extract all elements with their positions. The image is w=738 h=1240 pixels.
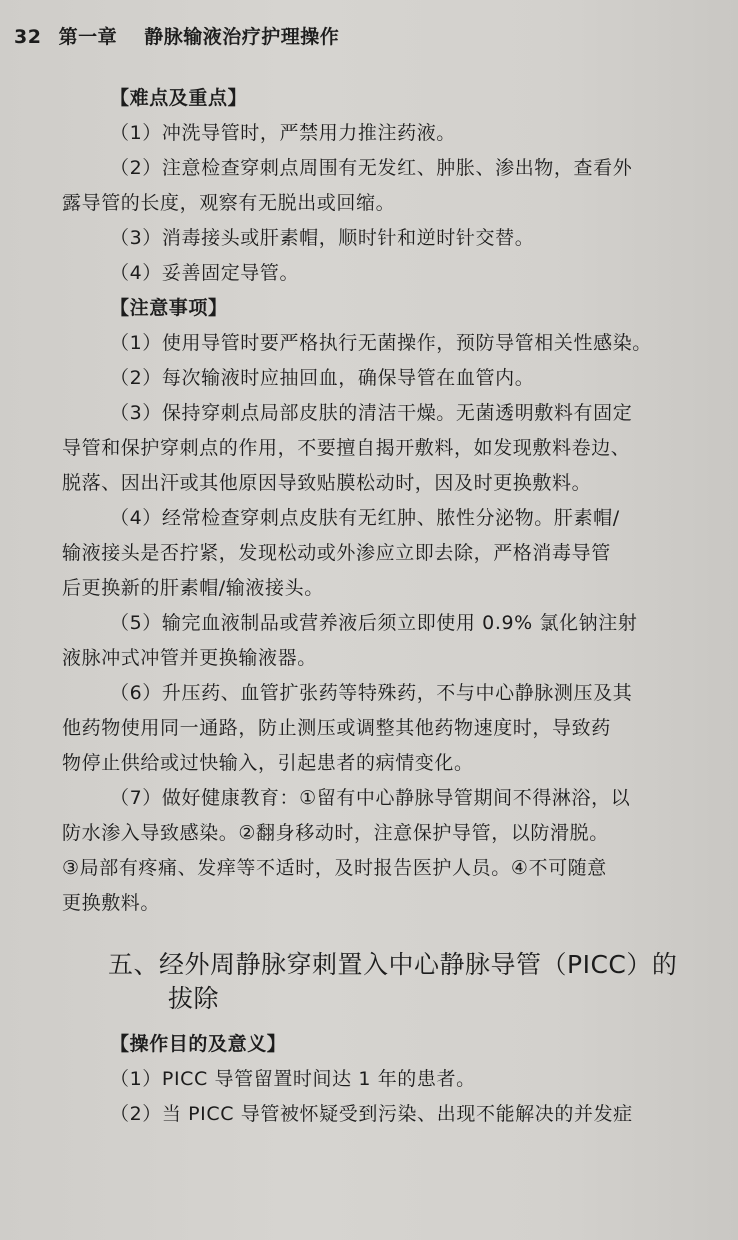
notes-heading: 【注意事项】 (110, 297, 228, 319)
paragraph-line: 防水渗入导致感染。②翻身移动时，注意保护导管，以防滑脱。 (62, 822, 609, 844)
paragraph-line: （3）消毒接头或肝素帽，顺时针和逆时针交替。 (110, 227, 535, 249)
difficulty-heading: 【难点及重点】 (110, 87, 248, 109)
paragraph-line: （3）保持穿刺点局部皮肤的清洁干燥。无菌透明敷料有固定 (110, 402, 633, 424)
paragraph-line: ③局部有疼痛、发痒等不适时，及时报告医护人员。④不可随意 (62, 857, 607, 879)
paragraph-line: （1）PICC 导管留置时间达 1 年的患者。 (110, 1068, 476, 1090)
page-number: 32 (14, 26, 42, 48)
paragraph-line: （4）经常检查穿刺点皮肤有无红肿、脓性分泌物。肝素帽/ (110, 507, 620, 529)
paragraph-line: （1）使用导管时要严格执行无菌操作，预防导管相关性感染。 (110, 332, 652, 354)
paragraph-line: 露导管的长度，观察有无脱出或回缩。 (62, 192, 396, 214)
paragraph-line: 后更换新的肝素帽/输液接头。 (62, 577, 324, 599)
paragraph-line: （6）升压药、血管扩张药等特殊药，不与中心静脉测压及其 (110, 682, 633, 704)
section-title-line: 拔除 (168, 984, 220, 1013)
paragraph-line: 他药物使用同一通路，防止测压或调整其他药物速度时，导致药 (62, 717, 611, 739)
paragraph-line: （2）当 PICC 导管被怀疑受到污染、出现不能解决的并发症 (110, 1103, 633, 1125)
paragraph-line: （5）输完血液制品或营养液后须立即使用 0.9% 氯化钠注射 (110, 612, 638, 634)
paragraph-line: 液脉冲式冲管并更换输液器。 (62, 647, 317, 669)
paragraph-line: 脱落、因出汗或其他原因导致贴膜松动时，因及时更换敷料。 (62, 472, 592, 494)
paragraph-line: （2）注意检查穿刺点周围有无发红、肿胀、渗出物，查看外 (110, 157, 633, 179)
paragraph-line: （4）妥善固定导管。 (110, 262, 300, 284)
paragraph-line: （2）每次输液时应抽回血，确保导管在血管内。 (110, 367, 535, 389)
paragraph-line: 导管和保护穿刺点的作用，不要擅自揭开敷料，如发现敷料卷边、 (62, 437, 631, 459)
chapter-label: 第一章 (58, 26, 118, 48)
section-title (108, 948, 720, 1016)
paragraph-line: 物停止供给或过快输入，引起患者的病情变化。 (62, 752, 474, 774)
paragraph-line: （1）冲洗导管时，严禁用力推注药液。 (110, 122, 456, 144)
paragraph-line: 输液接头是否拧紧，发现松动或外渗应立即去除，严格消毒导管 (62, 542, 611, 564)
section-title-line: 五、经外周静脉穿刺置入中心静脉导管（PICC）的 (108, 950, 678, 979)
paragraph-line: 更换敷料。 (62, 892, 161, 914)
chapter-title: 静脉输液治疗护理操作 (144, 26, 340, 48)
body-text (62, 87, 720, 1139)
paragraph-line: （7）做好健康教育：①留有中心静脉导管期间不得淋浴，以 (110, 787, 631, 809)
purpose-heading: 【操作目的及意义】 (110, 1033, 287, 1055)
running-head (14, 22, 339, 49)
